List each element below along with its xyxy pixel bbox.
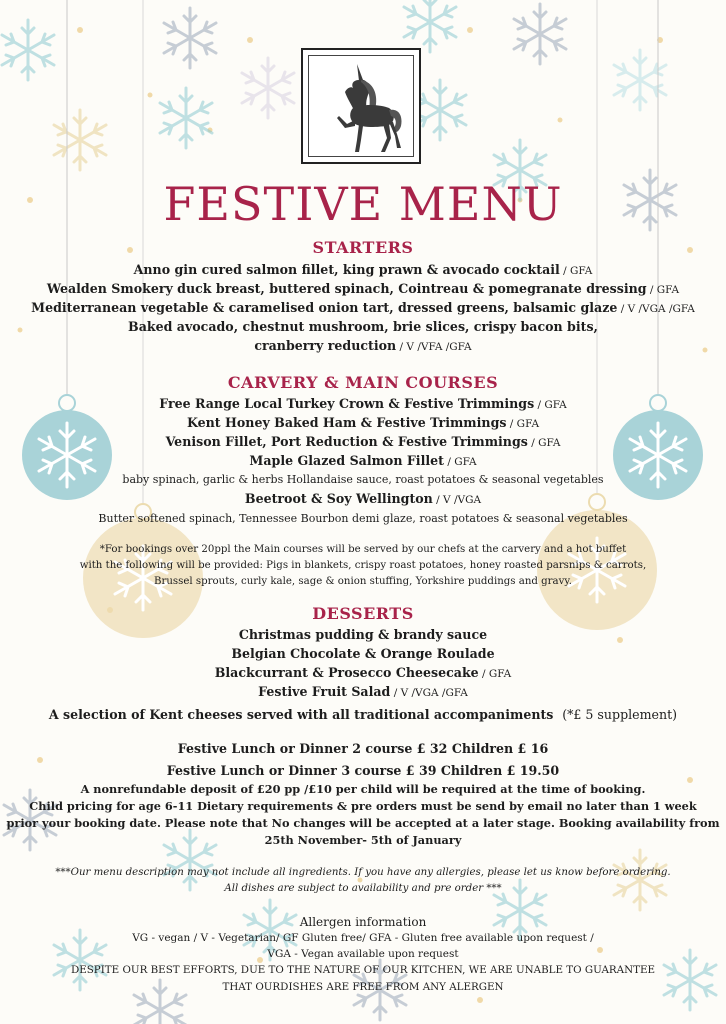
price-three-course: Festive Lunch or Dinner 3 course £ 39 Children £ 19.50 — [166, 763, 560, 778]
dessert-item: Belgian Chocolate & Orange Roulade — [231, 646, 495, 661]
dessert-item: Blackcurrant & Prosecco Cheesecake / GFA — [214, 665, 512, 680]
disclaimer: ***Our menu description may not include all ingredients. If you have any allergies, please let us know before ordering. — [55, 867, 671, 878]
allergen-heading: Allergen information — [299, 915, 427, 929]
main-item: Free Range Local Turkey Crown & Festive Trimmings / GFA — [159, 396, 567, 411]
starter-item: cranberry reduction / V /VFA /GFA — [254, 338, 472, 353]
dessert-item: Christmas pudding & brandy sauce — [238, 627, 488, 642]
carvery-note: Brussel sprouts, curly kale, sage & onion stuffing, Yorkshire puddings and gravy. — [153, 576, 573, 587]
starter-item: Wealden Smokery duck breast, buttered spinach, Cointreau & pomegranate dressing / GFA — [46, 281, 680, 296]
main-item-description: Butter softened spinach, Tennessee Bourbon demi glaze, roast potatoes & seasonal vegetables — [98, 512, 628, 525]
cheese-selection: A selection of Kent cheeses served with all traditional accompaniments (*£ 5 supplement) — [48, 707, 678, 722]
main-item: Maple Glazed Salmon Fillet / GFA — [249, 453, 477, 468]
main-item-description: baby spinach, garlic & herbs Hollandaise sauce, roast potatoes & seasonal vegetables — [122, 473, 604, 486]
carvery-note: *For bookings over 20ppl the Main courses will be served by our chefs at the carvery and a hot buffet — [99, 544, 627, 555]
allergen-warning: DESPITE OUR BEST EFFORTS, DUE TO THE NATURE OF OUR KITCHEN, WE ARE UNABLE TO GUARANTEE — [70, 964, 655, 976]
page-title: FESTIVE MENU — [163, 177, 563, 231]
disclaimer: All dishes are subject to availability and pre order *** — [224, 883, 502, 894]
logo — [301, 48, 421, 164]
starter-item: Baked avocado, chestnut mushroom, brie slices, crispy bacon bits, — [128, 319, 598, 334]
allergen-legend: VG - vegan / V - Vegetarian/ GF Gluten free/ GFA - Gluten free available upon request / — [132, 932, 594, 944]
starter-item: Anno gin cured salmon fillet, king prawn & avocado cocktail / GFA — [133, 262, 593, 277]
allergen-legend: VGA - Vegan available upon request — [267, 948, 459, 960]
starters-heading: STARTERS — [312, 238, 414, 257]
booking-policy: prior your booking date. Please note that No changes will be accepted at a later stage. Booking availability from — [6, 816, 720, 830]
mains-heading: CARVERY & MAIN COURSES — [227, 373, 499, 392]
desserts-heading: DESSERTS — [312, 604, 414, 623]
booking-policy: 25th November- 5th of January — [264, 833, 462, 847]
deposit-note: A nonrefundable deposit of £20 pp /£10 per child will be required at the time of booking. — [80, 782, 646, 796]
unicorn-logo-icon — [317, 58, 407, 158]
price-two-course: Festive Lunch or Dinner 2 course £ 32 Children £ 16 — [177, 741, 549, 756]
starter-item: Mediterranean vegetable & caramelised onion tart, dressed greens, balsamic glaze / V /VGA /GFA — [31, 300, 695, 315]
dessert-item: Festive Fruit Salad / V /VGA /GFA — [258, 684, 468, 699]
allergen-warning: THAT OURDISHES ARE FREE FROM ANY ALERGEN — [222, 981, 504, 993]
main-item: Beetroot & Soy Wellington / V /VGA — [244, 491, 482, 506]
main-item: Kent Honey Baked Ham & Festive Trimmings / GFA — [186, 415, 540, 430]
booking-policy: Child pricing for age 6-11 Dietary requirements & pre orders must be send by email no later than 1 week — [29, 799, 697, 813]
carvery-note: with the following will be provided: Pigs in blankets, crispy roast potatoes, honey roasted parsnips & carrots, — [79, 560, 647, 571]
main-item: Venison Fillet, Port Reduction & Festive Trimmings / GFA — [165, 434, 561, 449]
